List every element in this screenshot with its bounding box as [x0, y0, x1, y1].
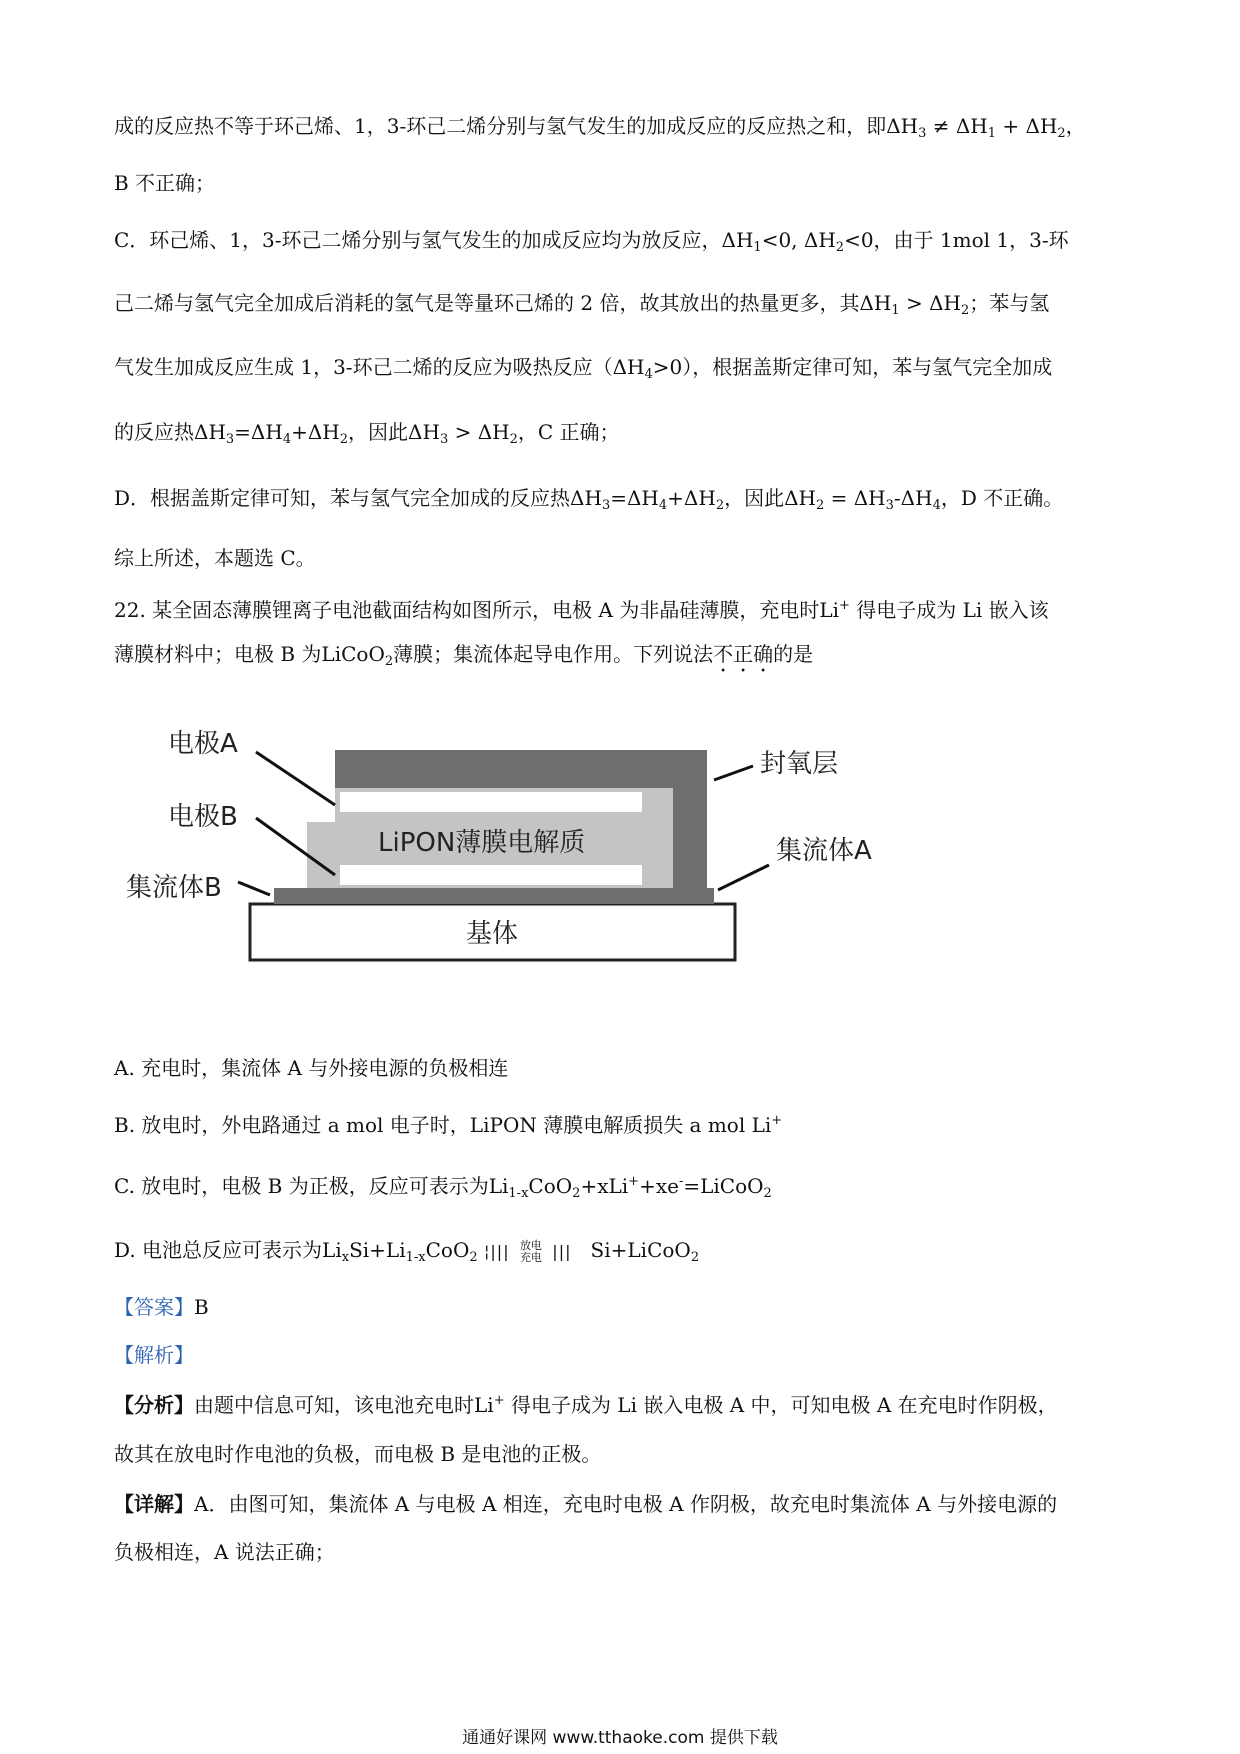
text-segment: C．环己烯、1，3-环己二烯分别与氢气发生的加成反应均为放反应，: [114, 228, 722, 252]
text-segment: 得电子成为 Li 嵌入该: [856, 598, 1049, 622]
text-segment: 成的反应热不等于环己烯、1，3-环己二烯分别与氢气发生的加成反应的反应热之和，即: [114, 114, 887, 138]
label-electrode-a: 电极A: [168, 729, 238, 759]
text-line-7: D．根据盖斯定律可知，苯与氢气完全加成的反应热$\Delta H_3=\Delta H_4+\Delta H_2$，因此$\Delta H_2 = \Delta H_3-\Delta H_4$，D 不正确。: [114, 486, 1064, 513]
reaction-arrow-left: ¦|||: [484, 1242, 510, 1261]
detail-line-2: 负极相连，A 说法正确；: [114, 1540, 335, 1564]
leader-line-a: [256, 752, 335, 805]
question-22-line-2: 薄膜材料中；电极 B 为LiCoO$_2$薄膜；集流体起导电作用。下列说法不正确的是: [114, 642, 814, 669]
text-line-6: 的反应热$\Delta H_3=\Delta H_4+\Delta H_2$，因此$\Delta H_3 > \Delta H_2$，C 正确；: [114, 420, 620, 447]
text-segment: ；苯与氢: [969, 291, 1050, 315]
answer-label: 【答案】: [114, 1295, 194, 1319]
text-segment: 的反应热: [114, 420, 194, 444]
text-segment: 得电子成为 Li 嵌入电极 A 中，可知电极 A 在充电时作阴极，: [510, 1393, 1058, 1417]
analysis-label: 【解析】: [114, 1343, 194, 1367]
text-segment: C. 放电时，电极 B 为正极，反应可表示为: [114, 1174, 489, 1198]
condition-charge: 充电: [519, 1250, 542, 1264]
text-line-1: 成的反应热不等于环己烯、1，3-环己二烯分别与氢气发生的加成反应的反应热之和，即$\Delta H_3 \ne \Delta H_1 + \Delta H_2$，: [114, 114, 1086, 141]
text-line-3: C．环己烯、1，3-环己二烯分别与氢气发生的加成反应均为放反应，$\Delta H_1<0$, $\Delta H_2<0$，由于 1mol 1，3-环: [114, 228, 1069, 255]
text-segment: 薄膜材料中；电极 B 为: [114, 642, 322, 666]
option-d: D. 电池总反应可表示为$Li_xSi+Li_{1-x}CoO_2$ ¦||| 放电 充电 ||| Si+LiCoO$_2$: [114, 1238, 700, 1265]
text-segment: 薄膜；集流体起导电作用。下列说法: [393, 642, 714, 666]
explain-line-2: 故其在放电时作电池的负极，而电极 B 是电池的正极。: [114, 1442, 602, 1466]
label-electrode-b: 电极B: [168, 802, 238, 832]
page-footer: 通通好课网 www.tthaoke.com 提供下载: [462, 1728, 778, 1748]
text-segment: 的是: [773, 642, 814, 666]
text-segment: A．由图可知，集流体 A 与电极 A 相连，充电时电极 A 作阴极，故充电时集流体 A 与外接电源的: [194, 1492, 1058, 1516]
answer-line: [114, 1293, 209, 1321]
explain-line-1: 【分析】由题中信息可知，该电池充电时Li+ 得电子成为 Li 嵌入电极 A 中，可知电极 A 在充电时作阴极，: [114, 1393, 1058, 1417]
reaction-condition: [520, 1240, 542, 1264]
label-collector-b: 集流体B: [126, 873, 222, 903]
text-segment: 气发生加成反应生成 1，3-环己二烯的反应为吸热反应（: [114, 355, 613, 379]
leader-line-cc-b: [238, 882, 270, 895]
option-c: C. 放电时，电极 B 为正极，反应可表示为$Li_{1-x}CoO_2+xLi^++xe^-=LiCoO_2$: [114, 1174, 772, 1201]
explain-label: 【分析】: [114, 1393, 194, 1417]
text-segment: ，因此: [724, 486, 785, 510]
text-segment: ），根据盖斯定律可知，苯与氢气完全加成: [682, 355, 1053, 379]
leader-line-cc-a: [718, 865, 769, 890]
emphasis-text: 不正确: [713, 642, 774, 666]
label-substrate: 基体: [466, 919, 519, 949]
label-collector-a: 集流体A: [776, 836, 872, 866]
detail-label: 【详解】: [114, 1492, 194, 1516]
text-segment: ，因此: [348, 420, 409, 444]
option-b: B. 放电时，外电路通过 a mol 电子时，LiPON 薄膜电解质损失 a mol Li+: [114, 1113, 783, 1137]
text-segment: 己二烯与氢气完全加成后消耗的氢气是等量环己烯的 2 倍，故其放出的热量更多，其: [114, 291, 860, 315]
leader-line-seal: [714, 766, 753, 780]
answer-value: B: [194, 1295, 209, 1319]
text-segment: 22. 某全固态薄膜锂离子电池截面结构如图所示，电极 A 为非晶硅薄膜，充电时: [114, 598, 820, 622]
text-segment: ，C 正确；: [517, 420, 620, 444]
text-line-4: 己二烯与氢气完全加成后消耗的氢气是等量环己烯的 2 倍，故其放出的热量更多，其$\Delta H_1 > \Delta H_2$；苯与氢: [114, 291, 1050, 318]
detail-line-1: [114, 1490, 1057, 1518]
electrode-b-film: [340, 865, 642, 885]
question-22-line-1: 22. 某全固态薄膜锂离子电池截面结构如图所示，电极 A 为非晶硅薄膜，充电时Li+ 得电子成为 Li 嵌入该: [114, 598, 1049, 622]
battery-cross-section-figure: [0, 700, 1240, 1000]
text-segment: ，由于 1mol 1，3-环: [873, 228, 1069, 252]
label-seal-layer: 封氧层: [760, 749, 839, 779]
option-a: A. 充电时，集流体 A 与外接电源的负极相连: [114, 1056, 509, 1080]
text-segment: D．根据盖斯定律可知，苯与氢气完全加成的反应热: [114, 486, 571, 510]
text-line-5: 气发生加成反应生成 1，3-环己二烯的反应为吸热反应$(\Delta H_4>0)$，根据盖斯定律可知，苯与氢气完全加成: [114, 355, 1053, 382]
condition-discharge: 放电: [519, 1238, 542, 1252]
text-line-8: 综上所述，本题选 C。: [114, 546, 316, 570]
text-segment: 由题中信息可知，该电池充电时: [194, 1393, 474, 1417]
text-line-2: B 不正确；: [114, 171, 216, 195]
reaction-arrow-right: |||: [552, 1242, 572, 1261]
label-electrolyte: LiPON薄膜电解质: [378, 828, 586, 858]
current-collector-layer: [274, 888, 714, 904]
text-segment: ，D 不正确。: [940, 486, 1064, 510]
text-segment: B. 放电时，外电路通过 a mol 电子时，LiPON 薄膜电解质损失 a mol Li: [114, 1113, 772, 1137]
electrode-a-film: [340, 792, 642, 812]
text-segment: D. 电池总反应可表示为: [114, 1238, 323, 1262]
